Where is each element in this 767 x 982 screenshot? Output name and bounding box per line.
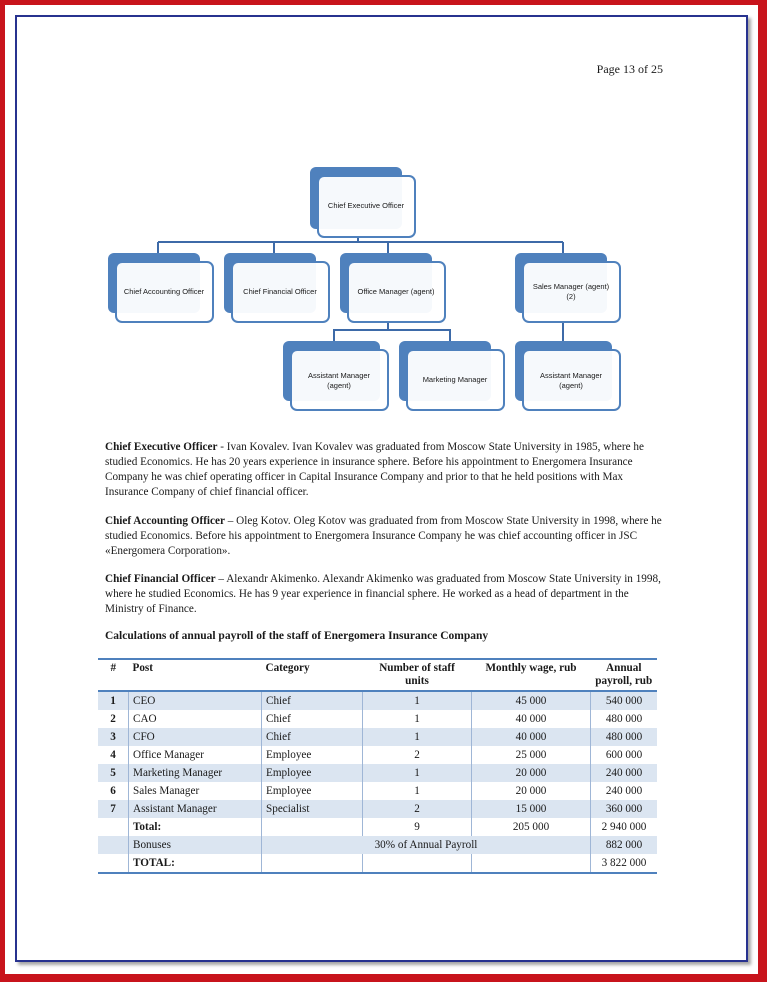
- cell-category: Employee: [262, 746, 363, 764]
- bio-ceo: [105, 440, 665, 500]
- org-node-assistant-manager-1: [283, 341, 388, 410]
- cell-post: Sales Manager: [129, 782, 262, 800]
- cell-units: 1: [363, 691, 472, 710]
- org-node-assistant-2-label-1: Assistant Manager: [539, 371, 603, 380]
- org-node-office-manager: [340, 253, 445, 322]
- org-node-cfo-label: Chief Financial Officer: [243, 287, 317, 296]
- bio-cao-sep: –: [224, 515, 237, 527]
- cell-units: 1: [363, 782, 472, 800]
- header-units: Number of staff units: [363, 659, 472, 691]
- grand-total-label: TOTAL:: [129, 854, 262, 873]
- grand-total-payroll: 3 822 000: [591, 854, 658, 873]
- cell-wage: 40 000: [472, 710, 591, 728]
- bio-ceo-sep: -: [217, 441, 227, 453]
- org-node-assistant-2-label-2: (agent): [559, 381, 583, 390]
- cell-category: Chief: [262, 710, 363, 728]
- table-row: [98, 764, 657, 782]
- cell-category: Chief: [262, 728, 363, 746]
- bonuses-note: 30% of Annual Payroll: [262, 836, 591, 854]
- cell-category: Chief: [262, 691, 363, 710]
- cell-payroll: 600 000: [591, 746, 658, 764]
- cell-post: CFO: [129, 728, 262, 746]
- org-node-sales-manager-label-2: (2): [566, 292, 576, 301]
- cell-units: 2: [363, 746, 472, 764]
- cell-post: CEO: [129, 691, 262, 710]
- cell-category: Specialist: [262, 800, 363, 818]
- connector-office-assistant: [334, 330, 388, 342]
- cell-units: 1: [363, 710, 472, 728]
- cell-num: 6: [110, 785, 116, 797]
- bio-cfo-sep: –: [215, 573, 227, 585]
- payroll-table: [98, 658, 657, 874]
- bio-ceo-text: Ivan Kovalev. Ivan Kovalev was graduated from Moscow State University in 1985, where he studied Economics. He has 20 years experience in insurance sphere. Before his appointment to Energomera Insurance Company he was chief operating officer in Capital Insurance Company and prior to that he held positions with Max Insurance Company of chief financial officer.: [105, 441, 644, 498]
- header-payroll: Annual payroll, rub: [591, 659, 658, 691]
- header-wage: Monthly wage, rub: [472, 659, 591, 691]
- org-node-ceo-label: Chief Executive Officer: [327, 201, 405, 210]
- cell-post: Assistant Manager: [129, 800, 262, 818]
- cell-num: 4: [110, 749, 116, 761]
- bio-cfo-title: Chief Financial Officer: [105, 573, 216, 585]
- cell-payroll: 240 000: [591, 782, 658, 800]
- table-row: [98, 746, 657, 764]
- table-row: [98, 728, 657, 746]
- org-node-marketing-manager-label: Marketing Manager: [422, 375, 488, 384]
- cell-payroll: 480 000: [591, 728, 658, 746]
- cell-units: 1: [363, 728, 472, 746]
- cell-num: 7: [98, 800, 129, 818]
- org-node-assistant-manager-2: [515, 341, 620, 410]
- bio-ceo-title: Chief Executive Officer: [105, 441, 218, 453]
- total-units: 9: [363, 818, 472, 836]
- bio-cfo-text: Alexandr Akimenko. Alexandr Akimenko was graduated from Moscow State University in 1998, where he studied Economics. He has 9 year experience in financial sphere. He worked as a head of department in the Ministry of Finance.: [105, 573, 661, 615]
- cell-payroll: 480 000: [591, 710, 658, 728]
- cell-payroll: 360 000: [591, 800, 658, 818]
- bio-cao-text: Oleg Kotov. Oleg Kotov was graduated from from Moscow State University in 1998, where he studied Economics. Before his appointment to Energomera Insurance Company he was chief accounting officer in JSC «Energomera Corporation».: [105, 515, 662, 557]
- table-bonuses-row: [98, 836, 657, 854]
- table-row: [98, 691, 657, 710]
- table-row: [98, 800, 657, 818]
- cell-num: 1: [98, 691, 129, 710]
- org-node-cfo: [224, 253, 329, 322]
- org-node-sales-manager: [515, 253, 620, 322]
- connector-office-down: [388, 322, 450, 342]
- page-number: Page 13 of 25: [596, 62, 663, 76]
- total-wage: 205 000: [472, 818, 591, 836]
- org-node-office-manager-label: Office Manager (agent): [357, 287, 435, 296]
- total-payroll: 2 940 000: [591, 818, 658, 836]
- cell-wage: 20 000: [472, 782, 591, 800]
- cell-wage: 40 000: [472, 728, 591, 746]
- cell-post: Marketing Manager: [129, 764, 262, 782]
- org-node-cao-label: Chief Accounting Officer: [123, 287, 205, 296]
- cell-post: CAO: [129, 710, 262, 728]
- org-node-cao: [108, 253, 213, 322]
- cell-wage: 15 000: [472, 800, 591, 818]
- cell-payroll: 540 000: [591, 691, 658, 710]
- org-node-ceo: [310, 167, 415, 237]
- bio-cao-title: Chief Accounting Officer: [105, 515, 225, 527]
- org-chart: [0, 0, 767, 430]
- cell-category: Employee: [262, 764, 363, 782]
- cell-payroll: 240 000: [591, 764, 658, 782]
- bio-cfo: [105, 572, 665, 617]
- header-post: Post: [129, 659, 262, 691]
- header-num: #: [98, 659, 129, 691]
- cell-wage: 45 000: [472, 691, 591, 710]
- cell-wage: 25 000: [472, 746, 591, 764]
- total-label: Total:: [129, 818, 262, 836]
- bio-cao: [105, 514, 665, 559]
- bonuses-label: Bonuses: [129, 836, 262, 854]
- cell-post: Office Manager: [129, 746, 262, 764]
- header-category: Category: [262, 659, 363, 691]
- cell-units: 2: [363, 800, 472, 818]
- table-header-row: [98, 659, 657, 691]
- payroll-table-title: Calculations of annual payroll of the staff of Energomera Insurance Company: [105, 630, 489, 642]
- cell-category: Employee: [262, 782, 363, 800]
- cell-units: 1: [363, 764, 472, 782]
- cell-wage: 20 000: [472, 764, 591, 782]
- cell-num: 2: [110, 713, 116, 725]
- bonuses-payroll: 882 000: [591, 836, 658, 854]
- org-node-assistant-1-label-2: (agent): [327, 381, 351, 390]
- cell-num: 5: [98, 764, 129, 782]
- cell-num: 3: [98, 728, 129, 746]
- table-row: [98, 782, 657, 800]
- org-node-assistant-1-label-1: Assistant Manager: [307, 371, 371, 380]
- table-grand-total-row: [98, 854, 657, 873]
- org-node-marketing-manager: [399, 341, 504, 410]
- table-total-row: [98, 818, 657, 836]
- table-row: [98, 710, 657, 728]
- org-node-sales-manager-label-1: Sales Manager (agent): [532, 282, 610, 291]
